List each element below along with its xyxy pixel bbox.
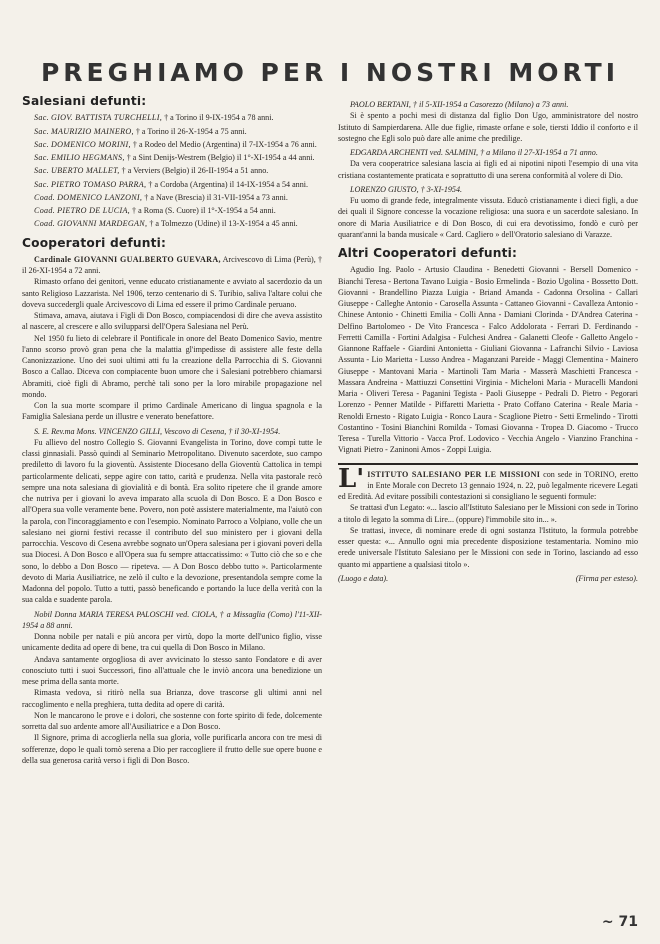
salesiano-details: † a Cordoba (Argentina) il 14-IX-1954 a 54 anni. xyxy=(146,179,309,189)
salesiano-prefix: Sac. xyxy=(34,179,49,189)
guevara-entry xyxy=(22,254,322,277)
salesiano-details: † a Tolmezzo (Udine) il 13-X-1954 a 45 anni. xyxy=(147,219,298,229)
notice-text1: con sede in TORINO, eretto in Ente Morale con Decreto 13 gennaio 1924, n. 22, può legalmente ricevere Legati ed Eredità. Ad evitare possibili contestazioni si consigliano le seguenti formule: xyxy=(338,469,638,501)
cooperatori-heading: Cooperatori defunti: xyxy=(22,235,167,250)
page-number: ~ 71 xyxy=(601,914,638,930)
salmini-paragraphs xyxy=(338,158,638,181)
salesiano-name: GIOVANNI MARDEGAN, xyxy=(57,219,148,229)
paragraph: Fu allievo del nostro Collegio S. Giovanni Evangelista in Torino, dove compì tutte le classi ginnasiali. Passò quindi al Seminario Metropolitano. Divenuto sacerdote, suo campo prediletto di lavoro fu la gioventù. Assistente Diocesano della Gioventù Cattolica in tempi particolarmente delicati, seppe agire con tatto, carità e prudenza. Nella vita pastorale recò sempre una nota salesiana di giovialità e di bontà. Era solito ripetere che il grande amore che nutriva per i giovani lo aveva imparato alla scuola di Don Bosco. E a Don Bosco e all'Opera sua volle veramente bene. Povero, non potè assistere materialmente, ma l'aiutò con la parola, con l'incoraggiamento e con l'esempio. Nominato Parroco a Volpiano, volle che un salesiano nei giorni festivi recasse il contributo del suo ministero per i giovani della parrocchia. Vescovo di Cesena avrebbe sognato un'Opera salesiana per i giovani poveri della sua Diocesi. A Don Bosco e all'Opera sua fu sempre attaccatissimo: « Tutto ciò che so e che sono, lo debbo a Don Bosco — ripeteva. — A Don Bosco debbo tutto ». Particolarmente devoto di Maria Ausiliatrice, ne zelò il culto e la devozione, presentandola sempre come la Madonna del popolo. Tutto a tutti, passò beneficando e portando la luce della verità con la sua calda e suadente parola. xyxy=(22,437,322,605)
guevara-intro: Arcivescovo di Lima (Perù), † il 26-XI-1954 a 72 anni. xyxy=(22,254,322,275)
salesiano-details: † a Roma (S. Cuore) il 1°-X-1954 a 54 anni. xyxy=(130,206,276,215)
missions-notice xyxy=(338,463,638,585)
salesiano-entry xyxy=(22,218,322,229)
paragraph: Il Signore, prima di accoglierla nella sua gloria, volle purificarla ancora con tre mesi di sofferenze, dopo le quali tornò serena a Dio per raccogliere il frutto delle sue opere buone e della sua generosa carità verso i figli di Don Bosco. xyxy=(22,733,322,765)
salesiano-name: GIOV. BATTISTA TURCHELLI, xyxy=(50,113,163,123)
salesiano-prefix: Coad. xyxy=(34,206,56,215)
giusto-paragraphs xyxy=(338,195,638,240)
paragraph: Rimasto orfano dei genitori, venne educato cristianamente e avviato al sacerdozio da un santo Religioso Lazzarista. Nel 1906, terzo centenario di S. Turibio, saliva l'altare colui che doveva succedergli quale Arcivescovo di Lima ed essere il primo Cardinale peruano. xyxy=(22,277,322,309)
right-column xyxy=(338,96,638,931)
salesiano-name: PIETRO DE LUCIA, xyxy=(57,206,131,215)
paragraph: Con la sua morte scompare il primo Cardinale Americano di lingua spagnola e la Famiglia Salesiana perde un illustre e venerato benefattore. xyxy=(22,401,322,422)
salesiano-entry xyxy=(22,179,322,190)
salesiano-name: UBERTO MALLET, xyxy=(50,166,120,176)
salesiano-prefix: Sac. xyxy=(34,166,49,176)
paragraph: Donna nobile per natali e più ancora per virtù, dopo la morte dell'unico figlio, visse unicamente dedita ad opere di bene, tra cui quella di Don Bosco in Milano. xyxy=(22,632,322,653)
salesiano-details: † a Nave (Brescia) il 31-VII-1954 a 73 anni. xyxy=(142,192,288,202)
notice-legato: Se trattasi d'un Legato: «... lascio all'Istituto Salesiano per le Missioni con sede in Torino a titolo di legato la somma di Lire... (oppure) l'immobile sito in... ». xyxy=(338,503,638,524)
salesiano-prefix: Sac. xyxy=(34,113,49,123)
bertani-heading: PAOLO BERTANI, † il 5-XII-1954 a Casorezzo (Milano) a 73 anni. xyxy=(350,100,569,109)
notice-lead: ISTITUTO SALESIANO PER LE MISSIONI xyxy=(367,469,541,479)
bertani-paragraphs xyxy=(338,110,638,144)
guevara-name: Cardinale GIOVANNI GUALBERTO GUEVARA, xyxy=(34,254,221,264)
paragraph: Rimasta vedova, si ritirò nella sua Brianza, dove trascorse gli ultimi anni nel raccoglimento e nella preghiera, tutta dedita ad opere di carità. xyxy=(22,688,322,709)
notice-intro xyxy=(338,463,638,503)
salesiano-prefix: Coad. xyxy=(34,192,56,202)
paragraph: Fu uomo di grande fede, integralmente vissuta. Educò cristianamente i dieci figli, a due dei quali il Signore concesse la vocazione religiosa: una suora e un sacerdote salesiano. In onore di Maria Ausiliatrice e di Don Bosco, di cui era devotissimo, fondò e curò per quarant'anni la banda musicale « Card. Cagliero » dell'Oratorio salesiano di Varazze. xyxy=(338,196,638,239)
salesiani-heading: Salesiani defunti: xyxy=(22,96,147,108)
giusto-heading: LORENZO GIUSTO, † 3-XI-1954. xyxy=(350,184,463,194)
paragraph: Stimava, amava, aiutava i Figli di Don Bosco, compiacendosi di dire che aveva assistito al nascere, al crescere e allo svilupparsi dell'Opera Salesiana nel Perù. xyxy=(22,311,322,332)
altri-heading: Altri Cooperatori defunti: xyxy=(338,246,518,260)
paragraph: Si è spento a pochi mesi di distanza dal figlio Don Ugo, amministratore del nostro Istituto di Sampierdarena. Alle due figlie, rimaste orfane e sole, tiersti Iddio il conforto e il sostegno che Egli solo può dare alle anime che predilige. xyxy=(338,111,638,143)
salesiano-prefix: Coad. xyxy=(34,219,56,229)
signature-line xyxy=(338,573,638,584)
altri-list: Agudio Ing. Paolo - Artusio Claudina - Benedetti Giovanni - Bersell Domenico - Bianchi Teresa - Bertona Tavano Luigia - Bosio Ermelinda - Bozio Ugolina - Bossetto Dott. Giovanni - Brandellino Piazza Luigia - Briand Amanda - Cadonna Orsolina - Callari Giuseppe - Calleghe Antonio - Carosella Assunta - Cattaneo Giovanni - Cavalleza Antonio - Chinese Antonio - Chinetti Emilia - Colli Anna - Damiani Clorinda - D'Andrea Caterina - Delfino Bartolomeo - De Vito Francesca - Falco Addolorata - Ferrari D. Ferdinando - Ferretti Camilla - Fortini Adalgisa - Fulchesi Andrea - Galanetti Cleofe - Galletto Angelo - Giannone Raffaele - Giardini Antonietta - Giuliani Giovanna - Lafranchi Silvio - Laviosa Assunta - Lio Marietta - Lusso Andrea - Maganzani Pareide - Maggi Clementina - Mainero Giuseppe - Mantovani Maria - Martinoli Tam Maria - Masserà Maschietti Francesca - Massara Andreina - Mattiuzzi Consettini Virginia - Micheloni Maria - Muracelli Mandoni Maria - Oliveri Teresa - Paganini Tegista - Paoli Giuseppe - Pedrali D. Pietro - Pegorari Lorenzo - Penner Matilde - Piffaretti Marietta - Prato Coffano Caterina - Reale Maria - Renoldi Ernesto - Rigato Luigia - Ronco Laura - Scaglione Pietro - Setti Ermelindo - Tirotti Costantino - Tosini Bianchini Romilda - Tomasi Giovanna - Tropea D. Giacomo - Trucco Teresa - Turella Vittorio - Vacca Prof. Lodovico - Vecchia Angelo - Vianzino Franchina - Vignati Pietro - Zaninoni Amos - Zoppi Luigia. xyxy=(338,265,638,455)
salesiano-entry xyxy=(22,126,322,137)
left-column xyxy=(22,96,322,926)
salesiano-entry xyxy=(22,192,322,203)
page-title: PREGHIAMO PER I NOSTRI MORTI xyxy=(40,58,620,87)
salesiano-entry xyxy=(22,139,322,150)
salesiano-prefix: Sac. xyxy=(34,139,49,149)
salesiano-entry xyxy=(22,152,322,163)
salesiano-details: † a Rodeo del Medio (Argentina) il 7-IX-1954 a 76 anni. xyxy=(130,139,317,149)
signature-label: (Firma per esteso). xyxy=(575,573,638,583)
salesiano-prefix: Sac. xyxy=(34,126,49,136)
paragraph: Andava santamente orgogliosa di aver avvicinato lo stesso santo Fondatore e di aver conosciuto tutti i suoi Successori, fino all'attuale che le inviò ancora una benedizione un mese prima della santa morte. xyxy=(22,654,322,686)
paloschi-heading: Nobil Donna MARIA TERESA PALOSCHI ved. CIOLA, † a Missaglia (Como) l'11-XII-1954 a 88 anni. xyxy=(22,609,322,630)
salesiano-name: EMILIO HEGMANS, xyxy=(50,153,125,162)
salesiano-entry xyxy=(22,205,322,216)
salesiano-details: † a Verviers (Belgio) il 26-II-1954 a 51 anno. xyxy=(119,166,269,176)
gilli-heading: S. E. Rev.ma Mons. VINCENZO GILLI, Vescovo di Cesena, † il 30-XI-1954. xyxy=(34,426,281,436)
salesiano-details: † a Sint Denijs-Westrem (Belgio) il 1°-XI-1954 a 44 anni. xyxy=(124,153,315,162)
salesiano-details: † a Torino il 26-X-1954 a 75 anni. xyxy=(133,126,247,136)
salesiano-entry xyxy=(22,112,322,123)
salesiano-details: † a Torino il 9-IX-1954 a 78 anni. xyxy=(162,113,274,123)
notice-erede: Se trattasi, invece, di nominare erede di ogni sostanza l'Istituto, la formula potrebbe esser questa: «... Annullo ogni mia precedente disposizione testamentaria. Nomino mio erede universale l'Istituto Salesiano per le Missioni con sede in Torino, lasciando ad esso quanto mi appartiene a qualsiasi titolo ». xyxy=(338,525,638,569)
paragraph: Nel 1950 fu lieto di celebrare il Pontificale in onore del Beato Domenico Savio, mentre l'anno scorso provò gran pena che la malattia gl'impedisse di assistere alle feste della Canonizzazione. Uno dei suoi ultimi atti fu la creazione della Parrocchia di S. Giovanni Bosco a Callao. Diceva con compiacente buon umore che i Salesiani potrebbero chiamarsi Abramiti, cioè figli di Abramo, perchè tali sono per la loro mirabile propagazione nel mondo. xyxy=(22,333,322,399)
salesiano-prefix: Sac. xyxy=(34,153,49,162)
salesiano-name: MAURIZIO MAINERO, xyxy=(50,126,134,136)
gilli-paragraphs xyxy=(22,437,322,606)
guevara-paragraphs xyxy=(22,276,322,422)
salesiano-name: DOMENICO LANZONI, xyxy=(57,192,143,202)
place-date-label: (Luogo e data). xyxy=(338,573,389,583)
salesiani-list xyxy=(22,112,322,229)
salesiano-name: DOMENICO MORINI, xyxy=(50,139,131,149)
notice-dropcap: L' xyxy=(338,463,365,494)
salesiano-entry xyxy=(22,165,322,176)
paragraph: Da vera cooperatrice salesiana lascia ai figli ed ai nipotini nipoti l'esempio di una vita cristiana costantemente praticata e soprattutto di una serena conformità al volere di Dio. xyxy=(338,159,638,180)
paragraph: Non le mancarono le prove e i dolori, che sostenne con forte spirito di fede, dolcemente sorretta dal suo ardente amore all'Ausiliatrice e a Don Bosco. xyxy=(22,710,322,731)
salmini-heading: EDGARDA ARCHENTI ved. SALMINI, † a Milano il 27-XI-1954 a 71 anno. xyxy=(350,148,598,157)
paloschi-paragraphs xyxy=(22,631,322,766)
salesiano-name: PIETRO TOMASO PARRA, xyxy=(50,179,147,189)
